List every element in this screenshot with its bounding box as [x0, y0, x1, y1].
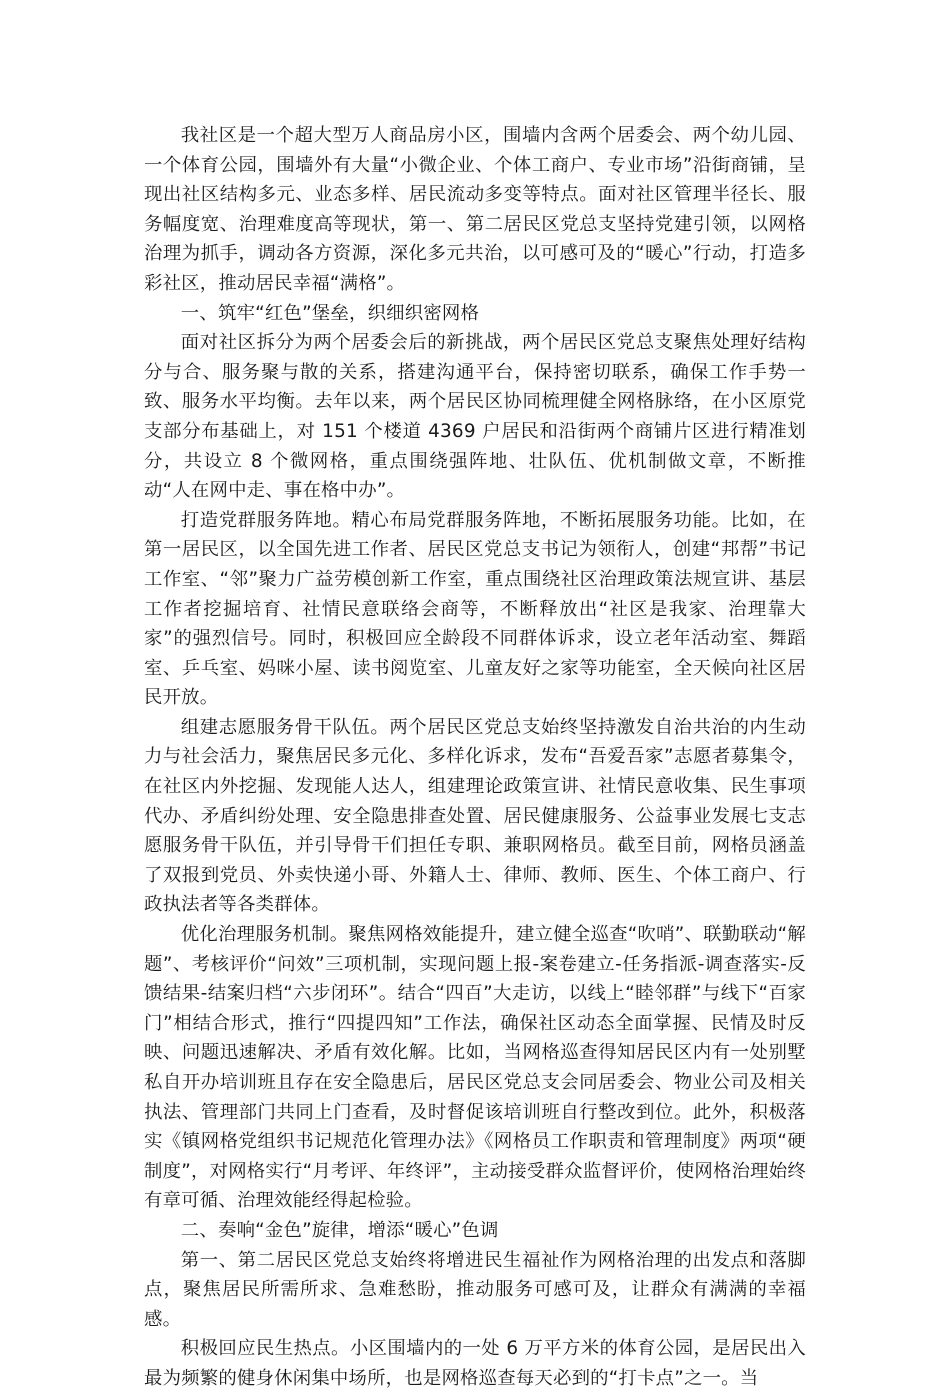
paragraph-intro: 我社区是一个超大型万人商品房小区，围墙内含两个居委会、两个幼儿园、一个体育公园，围墙外有大量“小微企业、个体工商户、专业市场”沿街商铺，呈现出社区结构多元、业态多样、居民流动多变等特点。面对社区管理半径长、服务幅度宽、治理难度高等现状，第一、第二居民区党总支坚持党建引领，以网格治理为抓手，调动各方资源，深化多元共治，以可感可及的“暖心”行动，打造多彩社区，推动居民幸福“满格”。 [144, 125, 806, 294]
document-body [144, 121, 806, 1394]
paragraph-section-2-intro: 第一、第二居民区党总支始终将增进民生福祉作为网格治理的出发点和落脚点，聚焦居民所需所求、急难愁盼，推动服务可感可及，让群众有满满的幸福感。 [144, 1249, 806, 1330]
paragraph-service-positions: 打造党群服务阵地。精心布局党群服务阵地，不断拓展服务功能。比如，在第一居民区，以全国先进工作者、居民区党总支书记为领衔人，创建“邦帮”书记工作室、“邻”聚力广益劳模创新工作室，重点围绕社区治理政策法规宣讲、基层工作者挖掘培育、社情民意联络会商等，不断释放出“社区是我家、治理靠大家”的强烈信号。同时，积极回应全龄段不同群体诉求，设立老年活动室、舞蹈室、乒乓室、妈咪小屋、读书阅览室、儿童友好之家等功能室，全天候向社区居民开放。 [144, 509, 806, 709]
section-heading-1: 一、筑牢“红色”堡垒，织细织密网格 [180, 302, 480, 324]
section-heading-2: 二、奏响“金色”旋律，增添“暖心”色调 [180, 1219, 499, 1241]
paragraph-volunteer-teams: 组建志愿服务骨干队伍。两个居民区党总支始终坚持激发自治共治的内生动力与社会活力，聚焦居民多元化、多样化诉求，发布“吾爱吾家”志愿者募集令，在社区内外挖掘、发现能人达人，组建理论政策宣讲、社情民意收集、民生事项代办、矛盾纠纷处理、安全隐患排查处置、居民健康服务、公益事业发展七支志愿服务骨干队伍，并引导骨干们担任专职、兼职网格员。截至目前，网格员涵盖了双报到党员、外卖快递小哥、外籍人士、律师、教师、医生、个体工商户、行政执法者等各类群体。 [144, 716, 806, 916]
paragraph-governance-mechanism: 优化治理服务机制。聚焦网格效能提升，建立健全巡查“吹哨”、联勤联动“解题”、考核评价“问效”三项机制，实现问题上报-案卷建立-任务指派-调查落实-反馈结果-结案归档“六步闭环”。结合“四百”大走访，以线上“睦邻群”与线下“百家门”相结合形式，推行“四提四知”工作法，确保社区动态全面掌握、民情及时反映、问题迅速解决、矛盾有效化解。比如，当网格巡查得知居民区内有一处别墅私自开办培训班且存在安全隐患后，居民区党总支会同居委会、物业公司及相关执法、管理部门共同上门查看，及时督促该培训班自行整改到位。此外，积极落实《镇网格党组织书记规范化管理办法》《网格员工作职责和管理制度》两项“硬制度”，对网格实行“月考评、年终评”，主动接受群众监督评价，使网格治理始终有章可循、治理效能经得起检验。 [144, 924, 806, 1212]
paragraph-section-1-intro: 面对社区拆分为两个居委会后的新挑战，两个居民区党总支聚焦处理好结构分与合、服务聚与散的关系，搭建沟通平台，保持密切联系，确保工作手势一致、服务水平均衡。去年以来，两个居民区协同梳理健全网格脉络，在小区原党支部分布基础上，对 151 个楼道 4369 户居民和沿街两个商铺片区进行精准划分，共设立 8 个微网格，重点围绕强阵地、壮队伍、优机制做文章，不断推动“人在网中走、事在格中办”。 [144, 332, 806, 502]
paragraph-livelihood-hotspots: 积极回应民生热点。小区围墙内的一处 6 万平方米的体育公园，是居民出入最为频繁的健身休闲集中场所，也是网格巡查每天必到的“打卡点”之一。当 [144, 1338, 806, 1389]
